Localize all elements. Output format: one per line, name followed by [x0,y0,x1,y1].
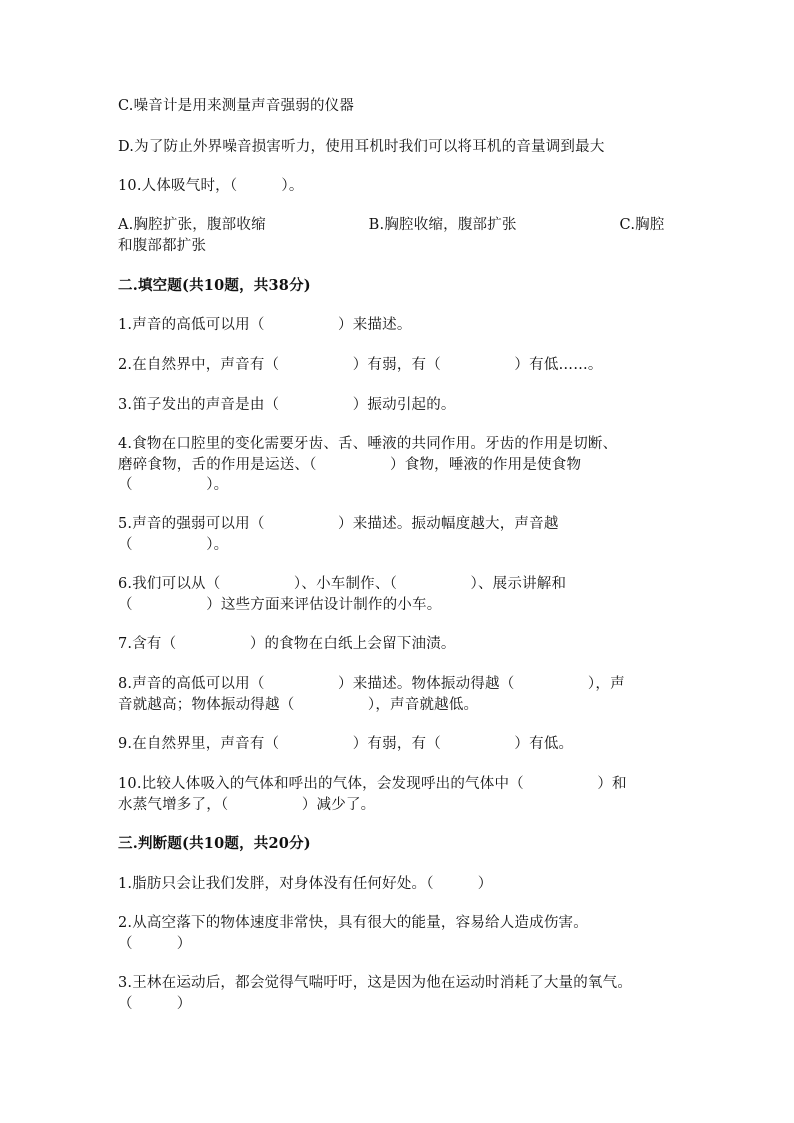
judge-question-2-line-1: 2.从高空落下的物体速度非常快，具有很大的能量，容易给人造成伤害。 [118,915,588,931]
fill-question-10-line-2: 水蒸气增多了，（ ）减少了。 [118,797,376,813]
fill-question-1: 1.声音的高低可以用（ ）来描述。 [118,317,412,333]
fill-question-7: 7.含有（ ）的食物在白纸上会留下油渍。 [118,636,456,652]
question-10-inhale: 10.人体吸气时，（ ）。 [118,178,304,194]
fill-question-4-line-1: 4.食物在口腔里的变化需要牙齿、舌、唾液的共同作用。牙齿的作用是切断、 [118,436,618,452]
question-10-options-continued: 和腹部都扩张 [118,238,207,254]
section-heading-fill-in: 二.填空题(共10题，共38分) [118,277,311,294]
fill-question-9: 9.在自然界里，声音有（ ）有弱，有（ ）有低。 [118,736,574,752]
fill-question-4-line-2: 磨碎食物，舌的作用是运送、（ ）食物，唾液的作用是使食物 [118,457,582,473]
option-c-noise-meter: C.噪音计是用来测量声音强弱的仪器 [118,98,355,114]
fill-question-3: 3.笛子发出的声音是由（ ）振动引起的。 [118,397,456,413]
fill-question-6-line-1: 6.我们可以从（ ）、小车制作、（ ）、展示讲解和 [118,576,567,592]
judge-question-3-line-1: 3.王林在运动后，都会觉得气喘吁吁，这是因为他在运动时消耗了大量的氧气。 [118,975,633,991]
section-heading-true-false: 三.判断题(共10题，共20分) [118,835,311,852]
fill-question-10-line-1: 10.比较人体吸入的气体和呼出的气体，会发现呼出的气体中（ ）和 [118,776,627,792]
fill-question-5-line-1: 5.声音的强弱可以用（ ）来描述。振动幅度越大，声音越 [118,516,559,532]
fill-question-8-line-1: 8.声音的高低可以用（ ）来描述。物体振动得越（ ），声 [118,676,625,692]
fill-question-8-line-2: 音就越高；物体振动得越（ ），声音就越低。 [118,697,479,713]
option-d-earphone-volume: D.为了防止外界噪音损害听力，使用耳机时我们可以将耳机的音量调到最大 [118,139,605,155]
question-10-options: A.胸腔扩张，腹部收缩 B.胸腔收缩，腹部扩张 C.胸腔 [118,217,665,233]
fill-question-4-line-3: （ ）。 [118,477,229,493]
fill-question-2: 2.在自然界中，声音有（ ）有弱，有（ ）有低……。 [118,357,603,373]
judge-question-3-line-2: （ ） [118,996,192,1012]
judge-question-2-line-2: （ ） [118,936,192,952]
fill-question-6-line-2: （ ）这些方面来评估设计制作的小车。 [118,597,442,613]
fill-question-5-line-2: （ ）。 [118,537,229,553]
judge-question-1: 1.脂肪只会让我们发胖，对身体没有任何好处。（ ） [118,876,493,892]
